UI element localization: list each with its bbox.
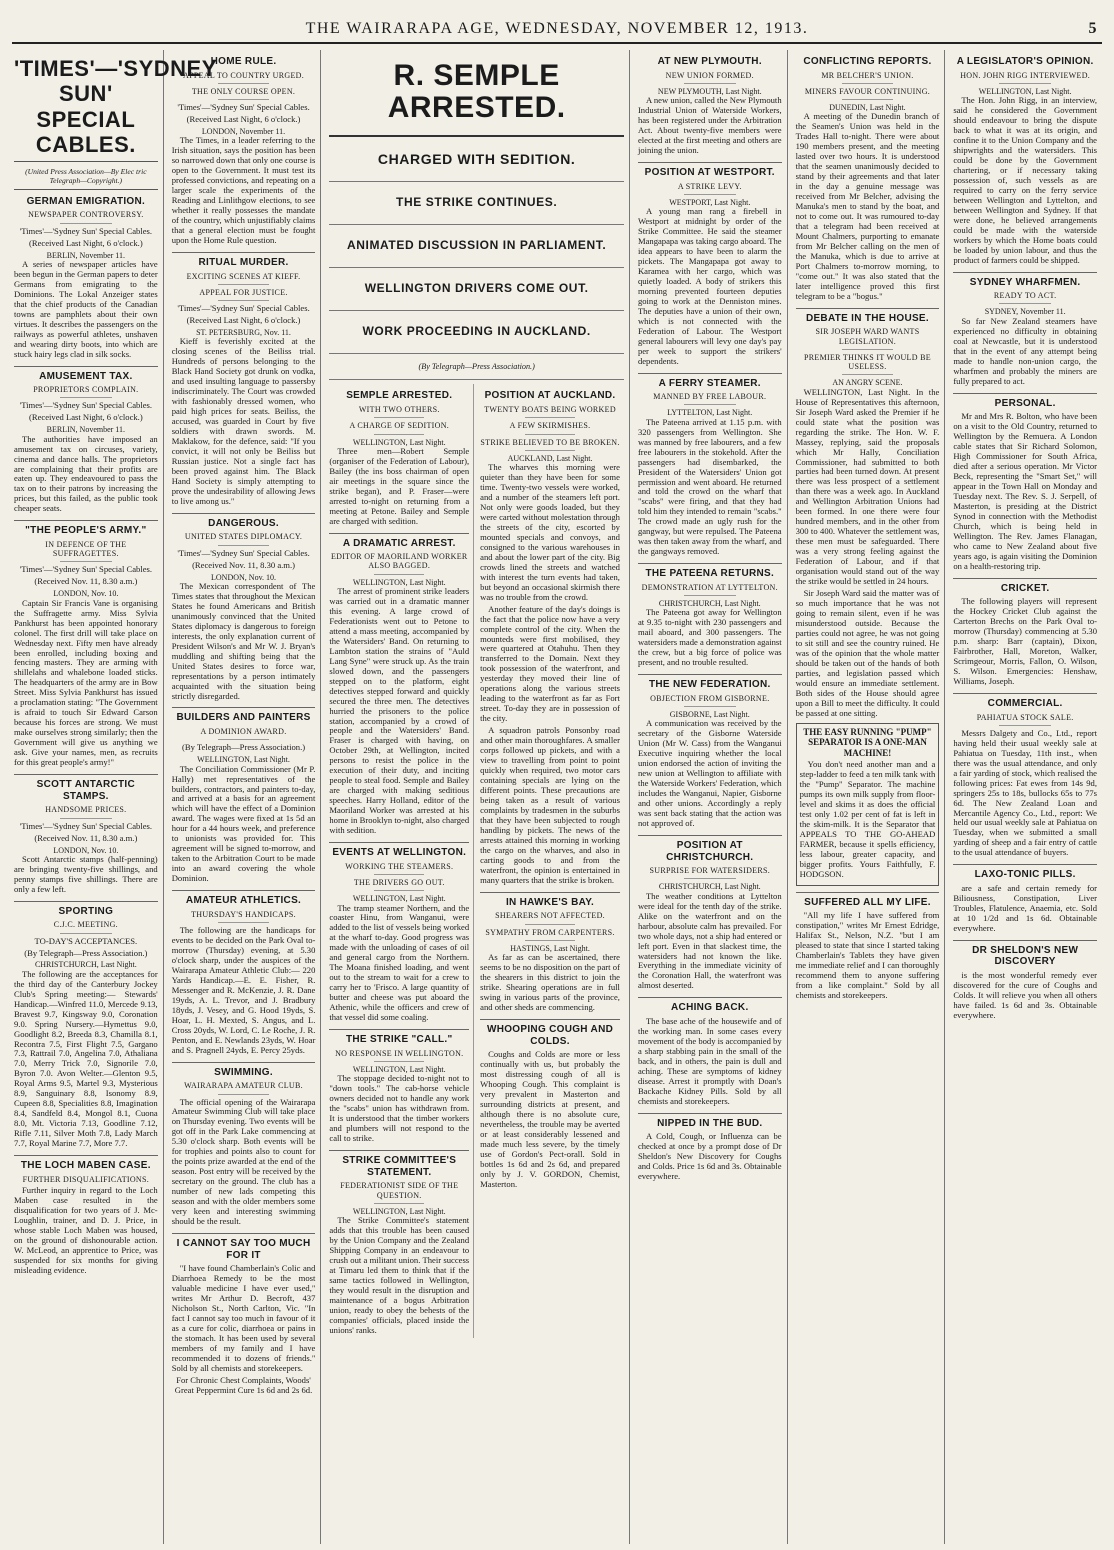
article-body: The Pateena got away for Wellington at 9.35 to-night with 230 passengers and mail aboard, and 300 passengers. The watersiders made a demonstration against the crew, but a big force of police was present, and no trouble resulted. bbox=[637, 607, 782, 668]
article-kicker: A DOMINION AWARD. bbox=[200, 727, 287, 737]
article-kicker: PAHIATUA STOCK SALE. bbox=[976, 712, 1074, 722]
article-body: The authorities have imposed an amusement tax on circuses, variety, cinema and dance halls. The proprietors are complaining that their profits are eaten up. They endeavoured to pass the tax on to their patrons by increasing the prices, but this failed, as the public took cheaper seats. bbox=[14, 433, 158, 514]
kicker-rule bbox=[60, 933, 112, 934]
article-dateline: LYTTELTON, Last Night. bbox=[667, 408, 753, 418]
article-headline: THE PATEENA RETURNS. bbox=[638, 563, 782, 580]
article-kicker: SHEARERS NOT AFFECTED. bbox=[495, 911, 605, 921]
article-headline: CRICKET. bbox=[953, 578, 1097, 595]
article-body: WELLINGTON, Last Night. In the House of Representatives this afternoon, Sir Joseph Ward asked the Premier if he could state what the position was regarding the strike. The Hon. W. F. Massey, replying, said the proposals which Mr Hally, Conciliation Commissioner, had submitted to both parties had been turned down. At present there was less prospect of a settlement than there was a week ago. In Auckland and Wellington Arbitration Unions had been formed. In one there were four hundred members, and in the other from 300 to 400. Whatever the settlement was, these men must be safeguarded. There was a very strong feeling against the Federation of Labour, and if that organisation would stand out of the way the strike would be settled in 24 hours. bbox=[795, 386, 940, 587]
kicker-rule bbox=[218, 1094, 270, 1095]
article-headline: DANGEROUS. bbox=[172, 513, 316, 530]
article-kicker: SYMPATHY FROM CARPENTERS. bbox=[485, 927, 615, 937]
kicker-rule bbox=[684, 706, 736, 707]
cables-banner bbox=[14, 56, 217, 162]
kicker-rule bbox=[60, 397, 112, 398]
kicker-rule bbox=[218, 922, 270, 923]
kicker-rule bbox=[842, 83, 894, 84]
column-cables bbox=[12, 50, 217, 1544]
article-body: As far as can be ascertained, there seems to be no disposition on the part of the shearers in this district to join the strike. Shearing operations are in full swing in various parts of the province, and other sheds are commencing. bbox=[480, 952, 620, 1012]
article-dateline: DUNEDIN, Last Night. bbox=[829, 103, 906, 113]
article-body: A squadron patrols Ponsonby road and other main thoroughfares. A smaller corps followed up pickets, and with a view to travelling from point to point quickly when required, two motor cars containing specials are lying on the different points. These precautions are being taken as a result of various complaints by tradesmen in the suburbs that they have been subjected to rough handling by pickets. The news of the arrests attained this morning in working the cargo on the wharves, and also in carting goods to and from the waterfront, the opinion is entertained in many quarters that the strike is broken. bbox=[480, 725, 620, 885]
article-kicker: UNITED STATES DIPLOMACY. bbox=[184, 532, 303, 542]
article-dateline: WELLINGTON, Last Night. bbox=[352, 894, 446, 904]
article-source: 'Times'—'Sydney Sun' Special Cables. bbox=[19, 820, 153, 831]
kicker-rule bbox=[842, 99, 894, 100]
article-received: (Received Nov. 11, 8.30 a.m.) bbox=[34, 832, 138, 843]
article-body: So far New Zealand steamers have experienced no difficulty in obtaining coal at Newcastle, but it is understood that in the event of any attempt being made to handle non-union cargo, the wharfmen and probably the miners are fully prepared to act. bbox=[953, 315, 1097, 386]
article-source: 'Times'—'Sydney Sun' Special Cables. bbox=[177, 102, 310, 113]
masthead bbox=[12, 18, 1102, 44]
article-body: The Hon. John Rigg, in an interview, said he considered the Government should endeavour to bring the dispute back to what it was at its origin, and confine it to the Union Company and the shipwrights and the watersiders. This could be done by the Government chartering, or if necessary taking possession of, such vessels as are required to carry on the ferry service between Wellington and Lyttelton, and between Wellington and Sydney. If that were done, he believed arrangements could be made with the waterside workers by which the Home boats could be loaded by union labour, and thus the product of farmers could be shipped. bbox=[953, 95, 1097, 265]
article-body: Mr and Mrs R. Bolton, who have been on a visit to the Old Country, returned to Wellington by the Remuera. A London cable states that Sir Richard Solomon, High Commissioner for South Africa, died after a serious operation. Mr Victor Beck, representing the "Smart Set," will appear in the Town Hall on Monday and Tuesday next. The Rev. S. J. Serpell, of Masterton, is presiding at the District Synod in connection with the Methodist Church, which is being held in Wellington. The Rev. James Flanagan, who came to New Zealand about five years ago, is again visiting the Dominion on a health-restoring trip. bbox=[953, 411, 1097, 571]
article-headline: SCOTT ANTARCTIC STAMPS. bbox=[14, 774, 158, 802]
lead-headline: R. SEMPLE ARRESTED. bbox=[329, 50, 624, 137]
article-kicker: THE ONLY COURSE OPEN. bbox=[191, 86, 296, 96]
kicker-rule bbox=[374, 574, 424, 575]
article-kicker: THURSDAY'S HANDICAPS. bbox=[191, 909, 296, 919]
kicker-rule bbox=[842, 374, 894, 375]
article-dateline: WELLINGTON, Last Night. bbox=[352, 577, 446, 587]
article-source: 'Times'—'Sydney Sun' Special Cables. bbox=[19, 225, 153, 236]
article-kicker: A FEW SKIRMISHES. bbox=[509, 421, 591, 431]
kicker-rule bbox=[60, 561, 112, 562]
article-body: A communication was received by the secretary of the Gisborne Waterside Union (Mr W. Cass) from the Wanganui Executive inquiring whether the local union endorsed the action of inviting the new union at Wellington to affiliate with the Waterside Workers' Federation, which includes the Wanganui, Napier, Gisborne and other unions. Accordingly a reply was sent back stating that the action was not approved of. bbox=[637, 718, 782, 828]
kicker-rule bbox=[218, 83, 270, 84]
article-kicker: OBJECTION FROM GISBORNE. bbox=[650, 693, 770, 703]
article-headline: A FERRY STEAMER. bbox=[638, 373, 782, 390]
article-kicker: IN DEFENCE OF THE SUFFRAGETTES. bbox=[45, 539, 127, 559]
article-headline: AMATEUR ATHLETICS. bbox=[172, 890, 316, 907]
masthead-title: THE WAIRARAPA AGE, WEDNESDAY, NOVEMBER 12, 1913. bbox=[305, 20, 809, 37]
article-source: 'Times'—'Sydney Sun' Special Cables. bbox=[19, 400, 153, 411]
article-received: (By Telegraph—Press Association.) bbox=[24, 947, 148, 958]
article-kicker: APPEAL FOR JUSTICE. bbox=[199, 287, 288, 297]
article-body: The weather conditions at Lyttelton were ideal for the tenth day of the strike. Alike on the waterfront and on the harbour, absolute calm has prevailed. For two whole days, not a ship had entered or left port. Even in that slackest time, the watersiders had not known the like. Everything in the immediate vicinity of the Coronation Hall, the waterfront was almost deserted. bbox=[637, 890, 782, 991]
article-dateline: AUCKLAND, Last Night. bbox=[507, 453, 593, 463]
article-dateline: LONDON, Nov. 10. bbox=[211, 572, 277, 582]
lead-subcolumns bbox=[329, 384, 624, 1337]
article-kicker: EDITOR OF MAORILAND WORKER ALSO BAGGED. bbox=[330, 552, 468, 571]
article-body: is the most wonderful remedy ever discovered for the cure of Coughs and Colds. It will relieve you when all others have failed. 1s 6d and 3s. Obtainable everywhere. bbox=[953, 969, 1097, 1020]
advert-footer: For Chronic Chest Complaints, Woods' Great Peppermint Cure 1s 6d and 2s 6d. bbox=[174, 1374, 313, 1395]
article-headline: A LEGISLATOR'S OPINION. bbox=[956, 56, 1094, 67]
kicker-rule bbox=[218, 99, 270, 100]
article-body: The following are the acceptances for the third day of the Canterbury Jockey Club's Spring meeting:— Stewards' Handicap.—Winfred 11.0, Mercede 9.13, Bravest 9.7, Kingsway 9.0, Coronation 9.0. Spring Nursery.—Hymettus 9.0, Goodlight 8.2, Breeda 8.3, Chamilla 8.1, Recontra 7.5, First Flight 7.5, Gargano 7.3, Rattrail 7.0, Angelina 7.0, Athaliana 7.0, Merry Trick 7.0, Signorile 7.0, Byron 7.0. Avon Welter.—Glenton 9.5, Royal Arms 9.5, Martel 9.3, Mysterious 8.9, Sanguinary 8.8, Isonomy 8.9, Cupeen 8.8, Specialities 8.8, Imagination 8.4, Sandfeld 8.4, Mongol 8.1, Cuona 8.0, Mt. Victoria 7.13, Goodline 7.12, Rifle 7.11, Silver Moth 7.8, Lady March 7.7, Royal Marine 7.7, More 7.7. bbox=[14, 968, 158, 1149]
lead-deck-2: THE STRIKE CONTINUES. bbox=[329, 182, 624, 225]
article-headline: HOME RULE. bbox=[210, 56, 277, 67]
article-kicker: EXCITING SCENES AT KIEFF. bbox=[186, 271, 301, 281]
kicker-rule bbox=[684, 595, 736, 596]
article-headline: SEMPLE ARRESTED. bbox=[346, 390, 453, 402]
article-kicker: WAIRARAPA AMATEUR CLUB. bbox=[184, 1081, 303, 1091]
article-source: 'Times'—'Sydney Sun' Special Cables. bbox=[177, 303, 310, 314]
article-kicker: NEWSPAPER CONTROVERSY. bbox=[28, 210, 144, 220]
cables-credit: (United Press Association—By Elec tric Telegraph—Copyright.) bbox=[14, 168, 158, 190]
kicker-rule bbox=[684, 404, 736, 405]
article-body: The following are the handicaps for events to be decided on the Park Oval to-morrow (Thursday) evening, at 5.30 o'clock sharp, under the auspices of the Wairarapa Amateur Athletic Club:— 220 Yards Handicap.—E. E. Fisher, R. Messenger and R. McKenzie, J. R. Dane 19yds, A. L. Trevor, and J. Bradbury 18yds, J. Vesey, and G. Hood 19yds, S. Hoar, L. H. Mexted, S. Angus, and L. Cross 20yds, W. Lord, C. Le Roche, J. R. Penton, and E. Newlands 23yds, W. Hoar and S. Pragnell 24yds, E. Percy 25yds. bbox=[171, 925, 316, 1055]
article-kicker: DEMONSTRATION AT LYTTELTON. bbox=[641, 582, 778, 592]
kicker-rule bbox=[374, 434, 424, 435]
article-body: Further inquiry in regard to the Loch Maben case resulted in the disqualification for two years of J. Mc-Loughlin, trainer, and D. J. Price, in whose stable Loch Maben was housed, on the ground of dishonourable action. W. McLeod, an apprentice to Price, was suspended for six months for giving misleading evidence. bbox=[14, 1185, 158, 1275]
article-kicker: MANNED BY FREE LABOUR. bbox=[653, 392, 767, 402]
lead-right-list bbox=[480, 390, 620, 1013]
article-body: Kieff is feverishly excited at the closing scenes of the Beiliss trial. Hundreds of persons belonging to the Black Hand Society got drunk on vodka, and used insulting language to passersby indiscriminately. The Court was crowded with fashionably dressed women, who paid high prices for seats. Beiliss, the accused, was guarded in Court by five soldiers with drawn swords. M. Maklakow, for the defence, said: "If you convict, it will not only be Beiliss but Russian justice. Not a single fact has been proved against him. The Black Hand Society is simply attempting to prove the undesirability of allowing Jews to live among us." bbox=[171, 336, 316, 506]
article-body: The Mexican correspondent of The Times states that throughout the Mexican States he found Americans and British unanimously convinced that the United States diplomacy is dangerous to foreign interests, the only explanation current of President Wilson's and Mr W. J. Bryan's muddling and shifting being that the United States desires to force war, representations by a person intimately acquainted with the situation being strictly disregarded. bbox=[171, 580, 316, 701]
article-body: A series of newspaper articles have been begun in the German papers to deter Germans from emigrating to the Dominions. The Lokal Anzeiger states that the chief products of the Canadian towns are pamphlets about their own virtues. It describes the passengers on the railways as powerful athletes, unshaven and wearing dirty boots, into which are stuck hairy legs clad in silk socks. bbox=[14, 258, 158, 359]
article-dateline: NEW PLYMOUTH, Last Night. bbox=[657, 86, 762, 96]
col2-article-list bbox=[172, 56, 316, 1227]
article-dateline: WELLINGTON, Last Night. bbox=[352, 437, 446, 447]
article-kicker: WORKING THE STEAMERS. bbox=[345, 861, 454, 871]
column-five bbox=[636, 50, 788, 1544]
article-headline: IN HAWKE'S BAY. bbox=[480, 892, 620, 909]
advert-body: The base ache of the housewife and of the working man. In some cases every movement of the body is accompanied by a sharp stabbing pain in the small of the back, and in others, the pain is dull and aching. These are symptoms of kidney disease. Arrest it promptly with Doan's Backache Kidney Pills. Sold by all chemists and storekeepers. bbox=[637, 1015, 782, 1106]
article-body: The official opening of the Wairarapa Amateur Swimming Club will take place on Thursday evening. Two events will be got off in the Park Lake commencing at 5.30 o'clock sharp. Both events will be for trophies and points also to count for the points prize awarded at the end of the season. Post entry will be received by the secretary on the ground. The club has a number of new lads competing this season and with the older members some very keen and interesting swimming should be the result. bbox=[171, 1096, 316, 1227]
kicker-rule bbox=[525, 417, 575, 418]
article-kicker: NO RESPONSE IN WELLINGTON. bbox=[335, 1048, 464, 1058]
article-headline: DR SHELDON'S NEW DISCOVERY bbox=[953, 940, 1097, 968]
article-kicker: FURTHER DISQUALIFICATIONS. bbox=[22, 1174, 150, 1184]
article-headline: THE STRIKE "CALL." bbox=[329, 1029, 469, 1046]
article-source: 'Times'—'Sydney Sun' Special Cables. bbox=[177, 547, 310, 558]
article-body: A young man rang a firebell in Westport at midnight by order of the Strike Committee. He said the steamer Mangapapa was taking cargo aboard. The idea appears to have been to alarm the pickets. The Mangapapa got away to Karamea with her cargo, which was quietly loaded. A body of strikers this morning prevented fourteen deputies going to work at the Denniston mines. The deputies have a union of their own, which is not connected with the Federation of Labour. The Westport general labourers will levy one day's pay per week to support the strikers' dependents. bbox=[637, 206, 782, 366]
article-headline: POSITION AT CHRISTCHURCH. bbox=[638, 835, 782, 863]
article-kicker: HON. JOHN RIGG INTERVIEWED. bbox=[960, 70, 1091, 80]
article-headline: THE LOCH MABEN CASE. bbox=[14, 1155, 158, 1172]
kicker-rule bbox=[218, 739, 270, 740]
article-body: The arrest of prominent strike leaders was carried out in a dramatic manner this evening. A large crowd of Federationists went out to Petone to attend a mass meeting, accompanied by the Watersiders' Band. On returning to Lambton station the strains of "Auld Lang Syne" were struck up. As the train slowed down, and the passengers stepped on to the platform, eight detectives stepped forward and quickly secured the three men. The detectives hurried the prisoners to the police station, accompanied by a crowd of people and the Watersiders' Band. Fraser is charged with having, on October 29th, at Wellington, incited persons to resist the police in the execution of their duty, and inciting people to steal food. Semple and Bailey are charged with making seditious speeches. Harry Holland, editor of the Maoriland Worker was arrested at his home in Brooklyn to-night, also charged with sedition. bbox=[329, 585, 470, 836]
article-received: (Received Last Night, 6 o'clock.) bbox=[186, 114, 301, 125]
advert-headline: THE EASY RUNNING "PUMP" SEPARATOR IS A ONE-MAN MACHINE! bbox=[803, 726, 932, 758]
article-body: A new union, called the New Plymouth Industrial Union of Waterside Workers, has been registered under the Arbitration Act. About twenty-five members were elected at the first meeting and others are joining the union. bbox=[637, 95, 782, 155]
article-headline: DEBATE IN THE HOUSE. bbox=[796, 308, 940, 325]
lead-deck-5: WORK PROCEEDING IN AUCKLAND. bbox=[329, 311, 624, 354]
article-headline: "THE PEOPLE'S ARMY." bbox=[14, 520, 158, 537]
advert-body: You don't need another man and a step-ladder to feed a ten milk tank with the "Pump" Separator. The machine pumps its own milk supply from floor-level and skims it as does the official test only 1.02 per cent of fat is left in the skim-milk. It is the Separator that APPEALS TO THE GO-AHEAD FARMER, because it spells efficiency, less labour, greater capacity, and bigger profits. Yours Faithfully, F. HODGSON. bbox=[799, 759, 936, 879]
kicker-rule bbox=[218, 545, 270, 546]
article-dateline: WESTPORT, Last Night. bbox=[669, 197, 751, 207]
article-kicker: NEW UNION FORMED. bbox=[665, 70, 754, 80]
kicker-rule bbox=[525, 924, 575, 925]
article-kicker: SURPRISE FOR WATERSIDERS. bbox=[649, 866, 771, 876]
article-body: The following players will represent the Hockey Cricket Club against the Carterton Brechs on the Park Oval to-morrow (Thursday) commencing at 5.30 p.m. sharp: Barr (captain), Dixon, Fairbrother, Hall, Moreton, Walker, Scrimgeour, Morris, Fallon, O. Wilson, S. Wilson. Emergencies: Henshaw, Williams, Joseph. bbox=[953, 596, 1097, 686]
cables-article-list bbox=[14, 196, 158, 1149]
article-dateline: LONDON, Nov. 10. bbox=[53, 845, 119, 855]
kicker-rule bbox=[999, 83, 1051, 84]
kicker-rule bbox=[374, 890, 424, 891]
article-body: The Conciliation Commissioner (Mr P. Hally) met representatives of the builders, contractors, and painters to-day, and arrived at a basis for an agreement which will have the effect of a Dominion award. The wages were fixed at 1s 5d an hour for a 44 hours week, and preference to unionists was provided for. This agreement will be signed to-morrow, and taken to the Arbitration Court to be made into an award covering the whole Dominion. bbox=[171, 763, 316, 884]
article-kicker: A CHARGE OF SEDITION. bbox=[349, 421, 450, 431]
article-dateline: WELLINGTON, Last Night. bbox=[352, 1065, 446, 1074]
article-headline: EVENTS AT WELLINGTON. bbox=[329, 842, 469, 859]
article-received: (Received Last Night, 6 o'clock.) bbox=[28, 237, 143, 248]
lead-deck-3: ANIMATED DISCUSSION IN PARLIAMENT. bbox=[329, 225, 624, 268]
article-dateline: LONDON, November 11. bbox=[201, 127, 286, 137]
advert-body: "I have found Chamberlain's Colic and Diarrhoea Remedy to be the most valuable medicine I have ever used," writes Mr Arthur D. Becroft, 437 Nicholson St., North Carlton, Vic. "In fact I cannot say too much in favour of it as a cure for colic, diarrhoea or pains in the stomach. It has been used by several members of my family and I have recommended it to dozens of friends." Sold by all chemists and storekeepers. bbox=[171, 1263, 316, 1373]
advert-headline: ACHING BACK. bbox=[638, 997, 782, 1014]
article-kicker: FEDERATIONIST SIDE OF THE QUESTION. bbox=[340, 1181, 459, 1200]
article-headline: BUILDERS AND PAINTERS bbox=[172, 707, 316, 724]
article-headline: POSITION AT AUCKLAND. bbox=[484, 390, 616, 402]
kicker-rule bbox=[684, 83, 736, 84]
article-body: The Times, in a leader referring to the Irish situation, says the position has been so narrowed down that only one course is open to the Government. It must test its professed convictions, and repeating on a larger scale the experiments of the Reading and Linlithgow elections, to see whether it really possesses the mandate of the country, which unjustifiably claims that a general election must be fought upon the Home Rule question. bbox=[171, 135, 316, 246]
kicker-rule bbox=[374, 874, 424, 875]
article-kicker: C.J.C. MEETING. bbox=[53, 920, 118, 930]
article-body: The Strike Committee's statement adds that this trouble has been caused by the Union Company and the Zealand Shipping Company in an endeavour to crush out a militant union. Their success at Timaru led them to think that if the same tactics followed in Wellington, they would result in the disruption and maintenance of a bogus Arbitration union, ready to obey the behests of the companies' officials, placed inside the unions' ranks. bbox=[329, 1215, 470, 1335]
article-dateline: CHRISTCHURCH, Last Night. bbox=[658, 882, 761, 892]
kicker-rule bbox=[218, 300, 270, 301]
lead-deck-4: WELLINGTON DRIVERS COME OUT. bbox=[329, 268, 624, 311]
lead-byline: (By Telegraph—Press Association.) bbox=[329, 354, 624, 381]
kicker-rule bbox=[525, 940, 575, 941]
article-dateline: SYDNEY, November 11. bbox=[984, 307, 1066, 317]
kicker-rule bbox=[684, 878, 736, 879]
article-body: Captain Sir Francis Vane is organising the Suffragette army. Miss Sylvia Pankhurst has been appointed honorary colonel. The first drill will take place on Wednesday next. Fifty men have already been enrolled, including boxing and fencing masters. They are arming with shillelahs and whalebone loaded sticks. The headquarters of the army are in Bow Street. Miss Sylvia Pankhurst has issued a proclamation stating: "The Government is afraid to touch Sir Edward Carson because his forces are strong. We must make ourselves strong similarly; then the Government will give us anything we ask. Give your names, men, as recruits for this great people's army!" bbox=[14, 597, 158, 768]
column-seven bbox=[951, 50, 1102, 1544]
advert-body: "All my life I have suffered from constipation," writes Mr Ernest Edridge, Halifax St., Nelson, N.Z. "but I am pleased to state that since I started taking Chamberlain's Tablets they have given me immediate relief and I can thoroughly recommend them to anyone suffering from a like complaint." Sold by all chemists and storekeepers. bbox=[795, 910, 940, 1000]
article-kicker: TWENTY BOATS BEING WORKED bbox=[484, 404, 616, 414]
article-body: The stoppage decided to-night not to "down tools." The cab-horse vehicle owners decided not to handle any work the "scabs" union has withdrawn from. It is understood that the timber workers and plumbers will not respond to the call to strike. bbox=[329, 1073, 470, 1144]
advert-headline: WHOOPING COUGH AND COLDS. bbox=[480, 1019, 620, 1047]
article-dateline: LONDON, Nov. 10. bbox=[53, 589, 119, 599]
article-headline: SWIMMING. bbox=[172, 1062, 316, 1079]
article-dateline: GISBORNE, Last Night. bbox=[669, 710, 750, 720]
article-headline: LAXO-TONIC PILLS. bbox=[953, 864, 1097, 881]
article-kicker: STRIKE BELIEVED TO BE BROKEN. bbox=[480, 437, 620, 447]
article-headline: SYDNEY WHARFMEN. bbox=[953, 272, 1097, 289]
article-body: The Pateena arrived at 1.15 p.m. with 320 passengers from Wellington. She was manned by free labourers, and a few free labourers in the stokehold. After the passengers had disembarked, the President of the Watersiders' Union got permission and went aboard. He returned and told the crowd on the wharf that "scabs" were firing, and that they had told him they intended to remain "scabs." The crowd made an ugly rush for the gangway, but were repulsed. The Pateena was then taken away from the wharf, and the gangways removed. bbox=[637, 416, 782, 557]
article-body: Three men—Robert Semple (organiser of the Federation of Labour), Bailey (the ins boss chairman of open air meetings in the square since the strike began), and P. Fraser—were arrested to-night on returning from a meeting at Petone. Bailey and Semple are charged with sedition. bbox=[329, 445, 470, 526]
kicker-rule bbox=[374, 1203, 424, 1204]
kicker-rule bbox=[374, 1061, 424, 1062]
article-source: 'Times'—'Sydney Sun' Special Cables. bbox=[19, 564, 153, 575]
article-kicker: PREMIER THINKS IT WOULD BE USELESS. bbox=[804, 352, 931, 372]
advert-body: A Cold, Cough, or Influenza can be checked at once by a prompt dose of Dr Sheldon's New Discovery for Coughs and Colds. Price 1s 6d and 3s. Obtainable everywhere. bbox=[637, 1131, 782, 1182]
kicker-rule bbox=[999, 725, 1051, 726]
article-body: Messrs Dalgety and Co., Ltd., report having held their usual weekly sale at Pahiatua on Tuesday, 11th inst., when there was the usual attendance, and only a fair yarding of stock, which realised the following prices: Fat ewes from 14s 9d, springers 25s to 18s, bullocks 65s to 77s 6d. The New Zealand Loan and Mercantile Agency Co., Ltd., report: We held our usual weekly sale at Pahiatua on Tuesday, when we submitted a small yarding of sheep and a fair entry of cattle to the usual attendance of buyers. bbox=[953, 727, 1097, 858]
columns bbox=[12, 50, 1102, 1544]
article-kicker: HANDSOME PRICES. bbox=[45, 805, 127, 815]
kicker-rule bbox=[218, 284, 270, 285]
kicker-rule bbox=[842, 349, 894, 350]
article-received: (Received Nov. 11, 8.30 a.m.) bbox=[192, 559, 295, 570]
lead-subcolumn-right bbox=[480, 384, 624, 1337]
cables-title: 'TIMES'—'SYDNEY SUN' SPECIAL CABLES. bbox=[14, 56, 217, 157]
kicker-rule bbox=[684, 194, 736, 195]
advert-headline: NIPPED IN THE BUD. bbox=[638, 1113, 782, 1130]
lead-subcolumn-left bbox=[329, 384, 474, 1337]
article-kicker: SIR JOSEPH WARD WANTS LEGISLATION. bbox=[815, 327, 920, 346]
column-lead-story bbox=[327, 50, 630, 1544]
article-dateline: BERLIN, November 11. bbox=[46, 425, 126, 435]
column-six bbox=[794, 50, 946, 1544]
article-headline: RITUAL MURDER. bbox=[172, 252, 316, 269]
article-dateline: AN ANGRY SCENE. bbox=[832, 378, 903, 388]
article-headline: PERSONAL. bbox=[953, 393, 1097, 410]
article-body: Another feature of the day's doings is the fact that the police now have a very complete control of the city. When the mounteds were first mobilised, they were quartered at Otahuhu. Then they transferred to the Domain. Next they took possession of the waterfront, and yesterday they moved their line of operations along the various streets leading to the waterfront as far as Fort street. To-day they are in possession of the city. bbox=[480, 603, 620, 724]
kicker-rule bbox=[60, 818, 112, 819]
article-headline: COMMERCIAL. bbox=[953, 693, 1097, 710]
article-dateline: BERLIN, November 11. bbox=[46, 250, 126, 260]
article-source: TO-DAY'S ACCEPTANCES. bbox=[34, 935, 138, 946]
article-dateline: CHRISTCHURCH, Last Night. bbox=[34, 960, 137, 970]
kicker-rule bbox=[525, 450, 575, 451]
column-two bbox=[170, 50, 322, 1544]
article-kicker: PROPRIETORS COMPLAIN. bbox=[33, 385, 139, 395]
article-dateline: HASTINGS, Last Night. bbox=[510, 943, 590, 953]
article-kicker: THE DRIVERS GO OUT. bbox=[353, 877, 445, 887]
article-dateline: WELLINGTON, Last Night. bbox=[197, 755, 290, 765]
article-headline: SPORTING bbox=[14, 901, 158, 918]
article-dateline: WELLINGTON, Last Night. bbox=[352, 1206, 446, 1216]
article-body: The tramp steamer Northern, and the coaster Hinu, from Wanganui, were added to the list of vessels being worked at the wharf to-day. Good progress was made with the unloading of cases of oil and general cargo from the Northern. The Moana finished loading, and went out to the stream to wait for a crew to carry her to 'Frisco. A large quantity of butter and cheese was put aboard the Athenic, while the officers and crew of that vessel did some coaling. bbox=[329, 902, 470, 1023]
article-received: (Received Nov. 11, 8.30 a.m.) bbox=[34, 576, 138, 587]
article-kicker: WITH TWO OTHERS. bbox=[358, 404, 440, 414]
article-body: The wharves this morning were quieter than they have been for some time. Twenty-two vessels were worked, and a number of the steamers left port. Not only were goods loaded, but they were carted without molestation through the streets of the city, escorted by mounted specials and convoys, and consigned to the various warehouses in and about the lower part of the city. Big crowds lined the streets and watched with interest the turn events had taken, but beyond an occasional skirmish there was no trouble from the crowd. bbox=[480, 462, 620, 602]
advert-body: Coughs and Colds are more or less continually with us, but probably the most distressing cough of all is Whooping Cough. This complaint is very prevalent in Masterton and surrounding districts at present, and although there is no absolute cure, nevertheless, the trouble may be averted or at least considerably lessened and made much less severe, by the timely use of Gordon's Pect-orall. Sold in bottles 1s 6d and 2s 6d, and prepared only by J. V. GORDON, Chemist, Masterton. bbox=[480, 1049, 620, 1189]
col7-article-list bbox=[953, 56, 1097, 1021]
kicker-rule bbox=[374, 417, 424, 418]
article-source: (By Telegraph—Press Association.) bbox=[181, 742, 306, 753]
advert-headline: I CANNOT SAY TOO MUCH FOR IT bbox=[172, 1233, 316, 1261]
advert-headline: SUFFERED ALL MY LIFE. bbox=[796, 892, 940, 909]
article-received: (Received Last Night, 6 o'clock.) bbox=[28, 412, 143, 423]
article-dateline: WELLINGTON, Last Night. bbox=[978, 86, 1072, 96]
col5-article-list bbox=[638, 56, 782, 991]
article-kicker: APPEAL TO COUNTRY URGED. bbox=[183, 70, 305, 80]
article-headline: A DRAMATIC ARREST. bbox=[329, 533, 469, 550]
article-received: (Received Last Night, 6 o'clock.) bbox=[186, 315, 301, 326]
article-headline: POSITION AT WESTPORT. bbox=[638, 162, 782, 179]
article-kicker: A STRIKE LEVY. bbox=[677, 181, 742, 191]
article-dateline: ST. PETERSBURG, Nov. 11. bbox=[196, 328, 291, 338]
article-headline: CONFLICTING REPORTS. bbox=[803, 56, 932, 67]
article-kicker: MR BELCHER'S UNION. bbox=[821, 70, 914, 80]
kicker-rule bbox=[60, 223, 112, 224]
lead-deck-1: CHARGED WITH SEDITION. bbox=[329, 137, 624, 182]
article-kicker: MINERS FAVOUR CONTINUING. bbox=[804, 86, 931, 96]
kicker-rule bbox=[525, 434, 575, 435]
article-dateline: CHRISTCHURCH, Last Night. bbox=[658, 599, 761, 609]
article-headline: GERMAN EMIGRATION. bbox=[26, 195, 146, 207]
article-body: are a safe and certain remedy for Biliousness, Constipation, Liver Troubles, Flatulence, Anaemia, etc. Sold at 10 1/2d and 1s 6d. Obtainable everywhere. bbox=[953, 882, 1097, 933]
advert-box bbox=[796, 723, 940, 886]
article-body: Scott Antarctic stamps (half-penning) are bringing twenty-five shillings, and penny stamps five shillings. There are only a few left. bbox=[14, 853, 158, 894]
article-headline: AT NEW PLYMOUTH. bbox=[657, 56, 762, 67]
article-headline: STRIKE COMMITTEE'S STATEMENT. bbox=[329, 1150, 469, 1178]
article-body: Sir Joseph Ward said the matter was of so much importance that he was not going to remain silent, even if he was misunderstood outside. Because the parties could not agree, he was not going to sit still and see the country ruined. He was of the opinion that the whole matter should be taken out of the hands of both parties, and legislation passed which would ensure an immediate settlement. Both sides of the House should agree upon a Bill to meet the difficulty. It could be passed at one sitting. bbox=[795, 588, 940, 718]
article-kicker: READY TO ACT. bbox=[993, 291, 1057, 301]
col6-article-list bbox=[796, 56, 940, 719]
article-headline: THE NEW FEDERATION. bbox=[638, 674, 782, 691]
article-headline: AMUSEMENT TAX. bbox=[14, 366, 158, 383]
kicker-rule bbox=[999, 303, 1051, 304]
article-body: A meeting of the Dunedin branch of the Seamen's Union was held in the Trades Hall to-night. There were about 190 members present, and the meeting lasted over two hours. It is understood that the seamen unanimously decided to stand by their agreements and that later in the day a genuine message was received from Mr Belcher, advising the Manuka's men to stand by the boat, and not to come out. It was rumoured to-day that a telegram had been received at Mount Chalmers, purporting to emanate from Mr Belcher calling on the men of the Manuka, which is due to arrive at Port Chalmers to-morrow morning, to "come out." It was also stated that the later intelligence proved this first telegram to be a "bogus." bbox=[795, 111, 940, 301]
page-number: 5 bbox=[1088, 20, 1098, 37]
